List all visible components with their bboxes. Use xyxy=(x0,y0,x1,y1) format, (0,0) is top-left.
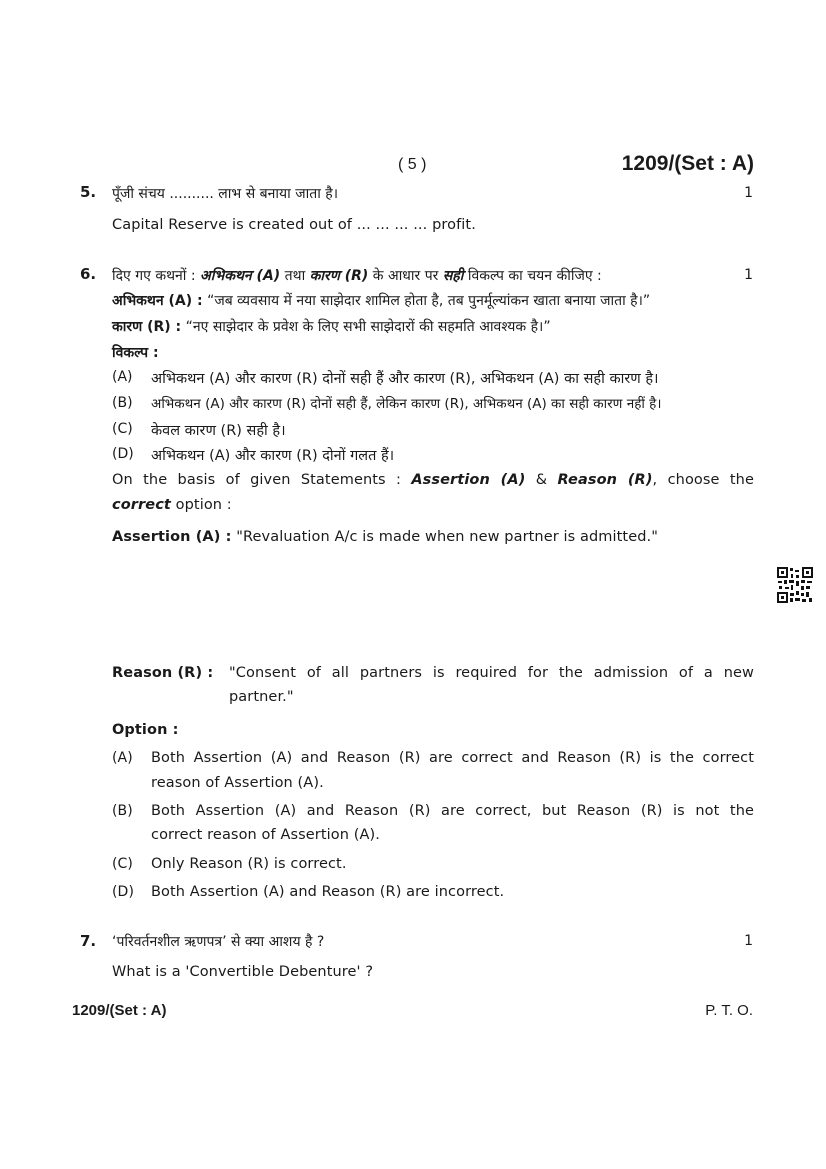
q6-hindi-option-a: अभिकथन (A) और कारण (R) दोनों सही हैं और कारण (R), अभिकथन (A) का सही कारण है। xyxy=(151,371,659,387)
q5-number: 5. xyxy=(80,183,97,201)
q6-hindi-option-d: अभिकथन (A) और कारण (R) दोनों गलत हैं। xyxy=(151,448,395,464)
q6-en-intro xyxy=(112,472,754,488)
q6-en-options-label: Option : xyxy=(112,722,179,738)
q6-en-option-d-letter: (D) xyxy=(112,884,135,900)
paper-code-footer: 1209/(Set : A) xyxy=(72,1002,167,1019)
q6-en-correct-term: correct xyxy=(112,497,171,513)
q6-en-amp: & xyxy=(525,472,558,488)
q6-marks: 1 xyxy=(744,267,753,283)
q6-hindi-option-b: अभिकथन (A) और कारण (R) दोनों सही हैं, लेकिन कारण (R), अभिकथन (A) का सही कारण नहीं है। xyxy=(151,396,662,412)
q6-number: 6. xyxy=(80,265,97,283)
q7-hindi: ‘परिवर्तनशील ऋणपत्र’ से क्या आशय है ? xyxy=(112,934,325,950)
q6-en-assertion xyxy=(112,529,658,545)
q6-hindi-option-c-letter: (C) xyxy=(112,421,133,437)
q6-hindi-reason-term: कारण (R) xyxy=(309,268,369,284)
q6-hindi-reason xyxy=(112,317,551,336)
q6-en-option-c-letter: (C) xyxy=(112,856,133,872)
q6-en-assertion-label: Assertion (A) : xyxy=(112,529,232,545)
q6-en-assertion-text: "Revaluation A/c is made when new partner is admitted." xyxy=(231,529,659,545)
q6-en-option-a-line2: reason of Assertion (A). xyxy=(151,775,324,791)
qr-code-icon xyxy=(776,566,814,604)
q6-en-option-c-line1: Only Reason (R) is correct. xyxy=(151,856,347,872)
q6-hindi-option-c: केवल कारण (R) सही है। xyxy=(151,423,286,439)
q6-hindi-intro-1: दिए गए कथनों : xyxy=(112,268,201,284)
page-number: ( 5 ) xyxy=(398,156,427,173)
q6-en-option-d-line1: Both Assertion (A) and Reason (R) are incorrect. xyxy=(151,884,505,900)
q6-en-intro-2: , choose the xyxy=(652,472,754,488)
q6-en-intro-1: On the basis of given Statements : xyxy=(112,472,412,488)
q6-hindi-assertion-label: अभिकथन (A) : xyxy=(112,293,203,309)
pto-label: P. T. O. xyxy=(705,1002,753,1019)
q5-hindi: पूँजी संचय .......... लाभ से बनाया जाता है। xyxy=(112,186,339,202)
q7-english: What is a 'Convertible Debenture' ? xyxy=(112,964,374,980)
q6-hindi-assertion-text: “जब व्यवसाय में नया साझेदार शामिल होता है, तब पुनर्मूल्यांकन खाता बनाया जाता है।” xyxy=(202,293,651,309)
q6-hindi-option-b-letter: (B) xyxy=(112,395,133,411)
q6-hindi-options-label: विकल्प : xyxy=(112,345,159,361)
q6-hindi-reason-label: कारण (R) : xyxy=(112,319,182,335)
q6-en-option-b-line2: correct reason of Assertion (A). xyxy=(151,827,380,843)
paper-code-header: 1209/(Set : A) xyxy=(621,152,754,175)
q6-en-reason-text-1: "Consent of all partners is required for the admission of a new xyxy=(229,665,754,681)
q6-en-option-b-letter: (B) xyxy=(112,803,133,819)
q6-hindi-reason-text: “नए साझेदार के प्रवेश के लिए सभी साझेदारों की सहमति आवश्यक है।” xyxy=(181,319,551,335)
q6-hindi-correct-term: सही xyxy=(442,268,464,284)
q6-hindi-option-d-letter: (D) xyxy=(112,446,134,462)
q6-hindi-intro-4: विकल्प का चयन कीजिए : xyxy=(463,268,602,284)
q6-en-reason-term: Reason (R) xyxy=(557,472,653,488)
q6-en-option-a-letter: (A) xyxy=(112,750,133,766)
q7-marks: 1 xyxy=(744,933,753,949)
q6-en-option-b-line1: Both Assertion (A) and Reason (R) are correct, but Reason (R) is not the xyxy=(151,803,754,819)
q6-hindi-intro xyxy=(112,266,602,285)
q6-hindi-option-a-letter: (A) xyxy=(112,369,133,385)
q6-en-option-a-line1: Both Assertion (A) and Reason (R) are correct and Reason (R) is the correct xyxy=(151,750,754,766)
q6-en-reason-text-2: partner." xyxy=(229,689,294,705)
q6-en-assertion-term: Assertion (A) xyxy=(411,472,526,488)
q6-en-reason-label: Reason (R) : xyxy=(112,665,214,681)
q5-marks: 1 xyxy=(744,185,753,201)
q6-en-intro-line2 xyxy=(112,497,232,513)
q6-hindi-intro-3: के आधार पर xyxy=(368,268,443,284)
q6-en-intro-3: option : xyxy=(170,497,232,513)
q6-hindi-assertion-term: अभिकथन (A) xyxy=(200,268,281,284)
q5-english: Capital Reserve is created out of ... ... ... ... profit. xyxy=(112,217,476,233)
q6-hindi-intro-2: तथा xyxy=(280,268,310,284)
q6-hindi-assertion xyxy=(112,291,650,310)
q7-number: 7. xyxy=(80,932,97,950)
